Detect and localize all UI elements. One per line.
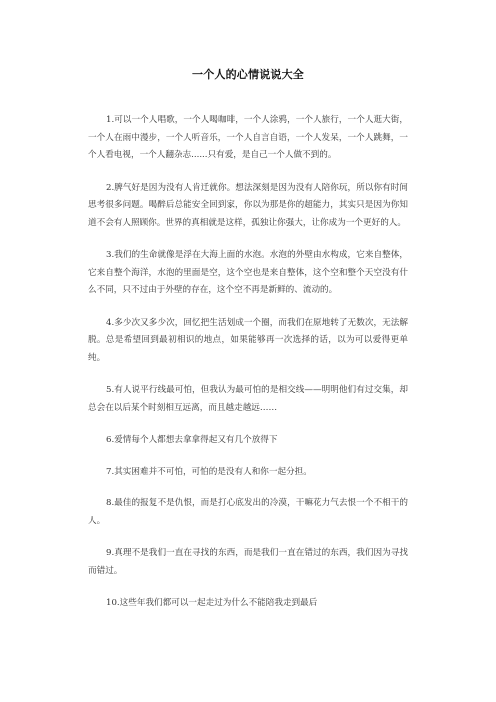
paragraph-10: 10.这些年我们都可以一起走过为什么不能陪我走到最后 xyxy=(106,598,318,608)
paragraph-6: 6.爱情每个人都想去拿拿得起又有几个放得下 xyxy=(106,435,278,445)
paragraph-9: 9.真理不是我们一直在寻找的东西，而是我们一直在错过的东西，我们因为寻找而错过。 xyxy=(88,548,408,576)
paragraph-1: 1.可以一个人唱歌，一个人喝咖啡，一个人涂鸦，一个人旅行，一个人逛大街，一个人在雨中漫步，一个人听音乐，一个人自言自语，一个人发呆，一个人跳舞，一个人看电视，一个人翻杂志......只有爱，是自己一个人做不到的。 xyxy=(88,115,408,160)
paragraph-4: 4.多少次又多少次，回忆把生活划成一个圈，而我们在原地转了无数次，无法解脱。总是希望回到最初相识的地点，如果能够再一次选择的话，以为可以爱得更单纯。 xyxy=(88,317,408,363)
paragraph-3: 3.我们的生命就像是浮在大海上面的水泡。水泡的外壁由水构成，它来自整体，它来自整个海洋，水泡的里面是空，这个空也是来自整体，这个空和整个天空没有什么不同，只不过由于外壁的存在，这个空不再是新鲜的、流动的。 xyxy=(88,250,408,295)
document-body xyxy=(88,112,408,627)
paragraph-5: 5.有人说平行线最可怕，但我认为最可怕的是相交线——明明他们有过交集，却总会在以后某个时刻相互远离，而且越走越远…… xyxy=(88,385,408,413)
paragraph-2: 2.脾气好是因为没有人肯迁就你。想法深刻是因为没有人陪你玩，所以你有时间思考很多问题。喝醉后总能安全回到家，你以为那是你的超能力，其实只是因为你知道不会有人照顾你。世界的真相就是这样，孤独让你强大，让你成为一个更好的人。 xyxy=(88,182,408,228)
document-title: 一个人的心情说说大全 xyxy=(192,68,304,81)
paragraph-7: 7.其实困难并不可怕，可怕的是没有人和你一起分担。 xyxy=(106,466,312,477)
paragraph-8: 8.最佳的报复不是仇恨，而是打心底发出的冷漠，干嘛花力气去恨一个不相干的人。 xyxy=(88,498,408,526)
